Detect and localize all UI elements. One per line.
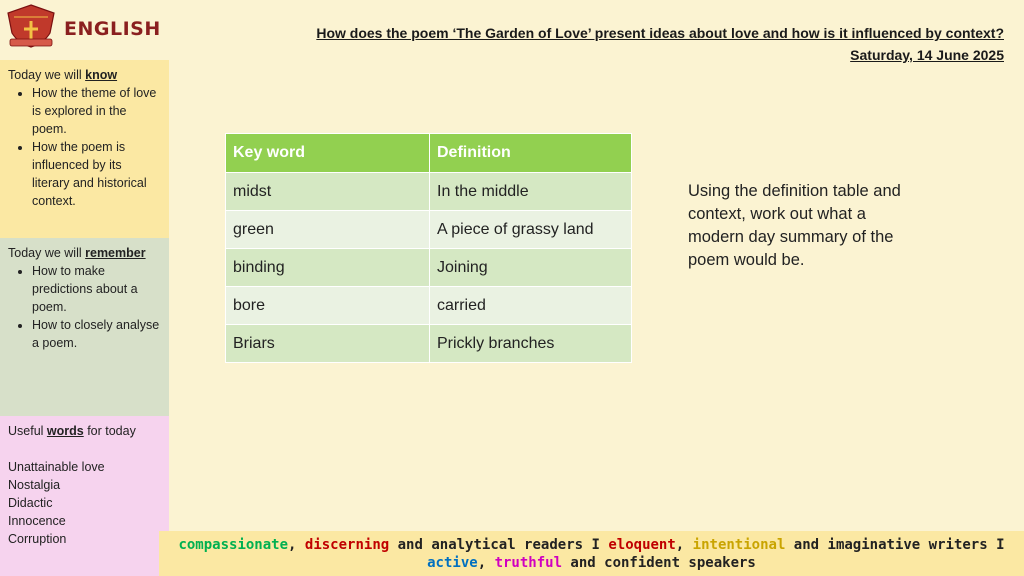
value-word: active bbox=[427, 555, 478, 571]
sidebar bbox=[0, 0, 169, 576]
value-word: eloquent bbox=[608, 537, 676, 553]
table-cell: midst bbox=[226, 173, 430, 211]
table-cell: bore bbox=[226, 287, 430, 325]
words-keyword: words bbox=[46, 424, 84, 438]
table-cell: Joining bbox=[430, 249, 632, 287]
lesson-title bbox=[316, 22, 1004, 66]
list-item: Didactic bbox=[8, 496, 53, 510]
footer-line-1 bbox=[159, 536, 1024, 554]
table-row bbox=[226, 211, 632, 249]
value-word: compassionate bbox=[178, 537, 289, 553]
footer-text: and analytical readers bbox=[389, 537, 592, 553]
list-item: • How the theme of love is explored in the poem. bbox=[32, 84, 161, 138]
remember-intro: Today we will bbox=[8, 246, 86, 260]
column-header: Key word bbox=[226, 134, 430, 173]
table-row bbox=[226, 287, 632, 325]
remember-heading bbox=[8, 244, 161, 262]
footer-separator: I bbox=[996, 537, 1005, 553]
table-header-row bbox=[226, 134, 632, 173]
table-cell: binding bbox=[226, 249, 430, 287]
remember-panel bbox=[0, 238, 169, 416]
list-item: Corruption bbox=[8, 532, 67, 546]
footer-text: , bbox=[675, 537, 693, 553]
table-cell: green bbox=[226, 211, 430, 249]
column-header: Definition bbox=[430, 134, 632, 173]
useful-words-heading bbox=[8, 422, 161, 440]
task-instruction: Using the definition table and context, work out what a modern day summary of the poem would be. bbox=[688, 182, 901, 269]
words-intro: Useful bbox=[8, 424, 47, 438]
school-crest-icon bbox=[4, 3, 58, 49]
table-cell: Briars bbox=[226, 325, 430, 363]
table-cell: carried bbox=[430, 287, 632, 325]
list-item: Nostalgia bbox=[8, 478, 61, 492]
know-heading bbox=[8, 66, 161, 84]
table-cell: Prickly branches bbox=[430, 325, 632, 363]
footer-text: , bbox=[477, 555, 495, 571]
know-panel bbox=[0, 60, 169, 238]
table-row bbox=[226, 249, 632, 287]
know-list bbox=[8, 84, 161, 210]
list-item: • How to make predictions about a poem. bbox=[32, 262, 161, 316]
know-intro: Today we will bbox=[8, 68, 86, 82]
list-item: Unattainable love bbox=[8, 460, 105, 474]
table-cell: In the middle bbox=[430, 173, 632, 211]
lesson-date: Saturday, 14 June 2025 bbox=[850, 47, 1004, 63]
remember-keyword: remember bbox=[85, 246, 146, 260]
list-item: Innocence bbox=[8, 514, 66, 528]
lesson-question: How does the poem ‘The Garden of Love’ present ideas about love and how is it influenced by context? bbox=[316, 25, 1004, 41]
words-intro-end: for today bbox=[83, 424, 136, 438]
list-item: • How to closely analyse a poem. bbox=[32, 316, 161, 352]
value-word: discerning bbox=[304, 537, 390, 553]
table-row bbox=[226, 325, 632, 363]
school-values-footer bbox=[159, 531, 1024, 576]
footer-text: and imaginative writers bbox=[785, 537, 997, 553]
value-word: truthful bbox=[494, 555, 562, 571]
remember-list bbox=[8, 262, 161, 352]
logo-area bbox=[0, 0, 169, 60]
table-row bbox=[226, 173, 632, 211]
useful-words-panel bbox=[0, 416, 169, 576]
subject-title: ENGLISH bbox=[64, 18, 161, 40]
key-word-table bbox=[225, 133, 632, 363]
know-keyword: know bbox=[85, 68, 118, 82]
table-cell: A piece of grassy land bbox=[430, 211, 632, 249]
list-item: • How the poem is influenced by its literary and historical context. bbox=[32, 138, 161, 210]
footer-line-2 bbox=[159, 554, 1024, 572]
footer-text: , bbox=[288, 537, 305, 553]
footer-separator: I bbox=[591, 537, 600, 553]
footer-text: and confident speakers bbox=[562, 555, 756, 571]
useful-words-list bbox=[8, 458, 161, 548]
value-word: intentional bbox=[692, 537, 786, 553]
